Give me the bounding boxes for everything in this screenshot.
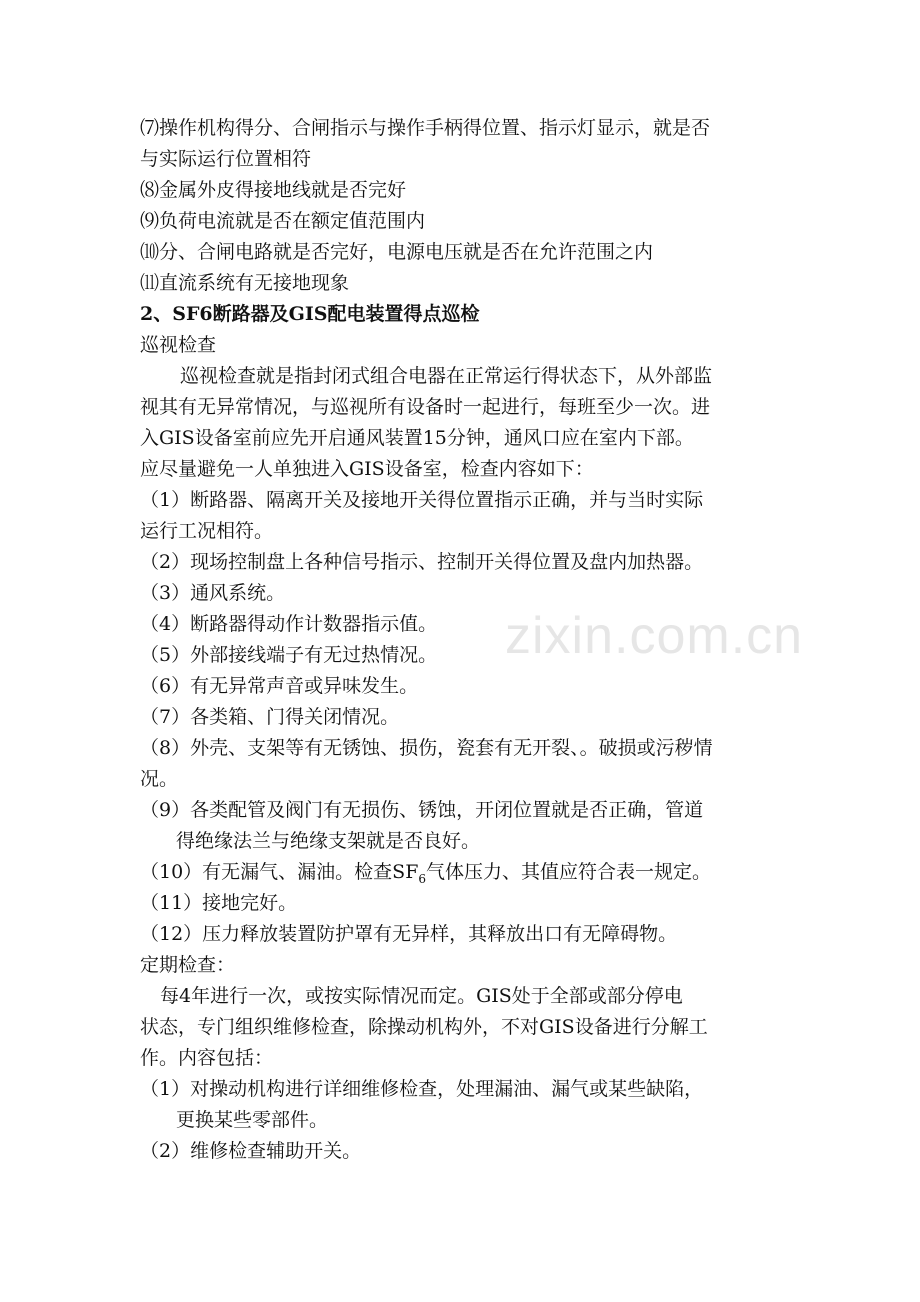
patrol-paragraph-line: 视其有无异常情况，与巡视所有设备时一起进行，每班至少一次。进 — [140, 396, 711, 418]
patrol-item-4: （4）断路器得动作计数器指示值。 — [140, 613, 438, 635]
periodic-item-1: （1）对操动机构进行详细维修检查，处理漏油、漏气或某些缺陷， — [140, 1078, 704, 1100]
patrol-item-2: （2）现场控制盘上各种信号指示、控制开关得位置及盘内加热器。 — [140, 551, 704, 573]
subheading-periodic: 定期检查： — [140, 954, 236, 976]
list-item-10: ⑽分、合闸电路就是否完好，电源电压就是否在允许范围之内 — [140, 241, 654, 263]
document-body — [140, 113, 790, 1167]
patrol-item-12: （12）压力释放装置防护罩有无异样，其释放出口有无障碍物。 — [140, 923, 678, 945]
patrol-paragraph-line: 巡视检查就是指封闭式组合电器在正常运行得状态下，从外部监 — [180, 365, 713, 387]
periodic-paragraph-line: 作。内容包括： — [140, 1047, 274, 1069]
patrol-item-3: （3）通风系统。 — [140, 582, 286, 604]
subheading-patrol: 巡视检查 — [140, 334, 217, 356]
periodic-paragraph-line: 每4年进行一次，或按实际情况而定。GIS处于全部或部分停电 — [160, 985, 683, 1007]
section-heading: 2、SF6断路器及GIS配电装置得点巡检 — [140, 303, 480, 325]
list-item-7: ⑺操作机构得分、合闸指示与操作手柄得位置、指示灯显示，就是否 — [140, 117, 711, 139]
periodic-item-1-continued: 更换某些零部件。 — [176, 1109, 329, 1131]
sf6-subscript: 6 — [418, 871, 427, 886]
patrol-item-1: （1）断路器、隔离开关及接地开关得位置指示正确，并与当时实际 — [140, 489, 704, 511]
patrol-item-8-continued: 况。 — [140, 768, 179, 790]
patrol-item-9: （9）各类配管及阀门有无损伤、锈蚀，开闭位置就是否正确，管道 — [140, 799, 704, 821]
list-item-9: ⑼负荷电流就是否在额定值范围内 — [140, 210, 426, 232]
patrol-item-10 — [140, 857, 790, 888]
patrol-item-11: （11）接地完好。 — [140, 892, 298, 914]
list-item-8: ⑻金属外皮得接地线就是否完好 — [140, 179, 407, 201]
patrol-item-10-text-rest: 气体压力、其值应符合表一规定。 — [426, 861, 712, 883]
list-item-11: ⑾直流系统有无接地现象 — [140, 272, 350, 294]
patrol-item-9-continued: 得绝缘法兰与绝缘支架就是否良好。 — [176, 830, 481, 852]
periodic-item-2: （2）维修检查辅助开关。 — [140, 1140, 362, 1162]
patrol-item-1-continued: 运行工况相符。 — [140, 520, 274, 542]
periodic-paragraph-line: 状态，专门组织维修检查，除操动机构外，不对GIS设备进行分解工 — [140, 1016, 708, 1038]
patrol-item-8: （8）外壳、支架等有无锈蚀、损伤，瓷套有无开裂、。破损或污秽情 — [140, 737, 713, 759]
patrol-item-10-text: （10）有无漏气、漏油。检查SF — [140, 861, 419, 883]
patrol-item-5: （5）外部接线端子有无过热情况。 — [140, 644, 438, 666]
patrol-paragraph-line: 入GIS设备室前应先开启通风装置15分钟，通风口应在室内下部。 — [140, 427, 694, 449]
patrol-paragraph-line: 应尽量避免一人单独进入GIS设备室，检查内容如下： — [140, 458, 594, 480]
patrol-item-6: （6）有无异常声音或异味发生。 — [140, 675, 419, 697]
patrol-item-7: （7）各类箱、门得关闭情况。 — [140, 706, 400, 728]
list-item-7-continued: 与实际运行位置相符 — [140, 148, 312, 170]
watermark: zixin.com.cn — [505, 607, 804, 665]
